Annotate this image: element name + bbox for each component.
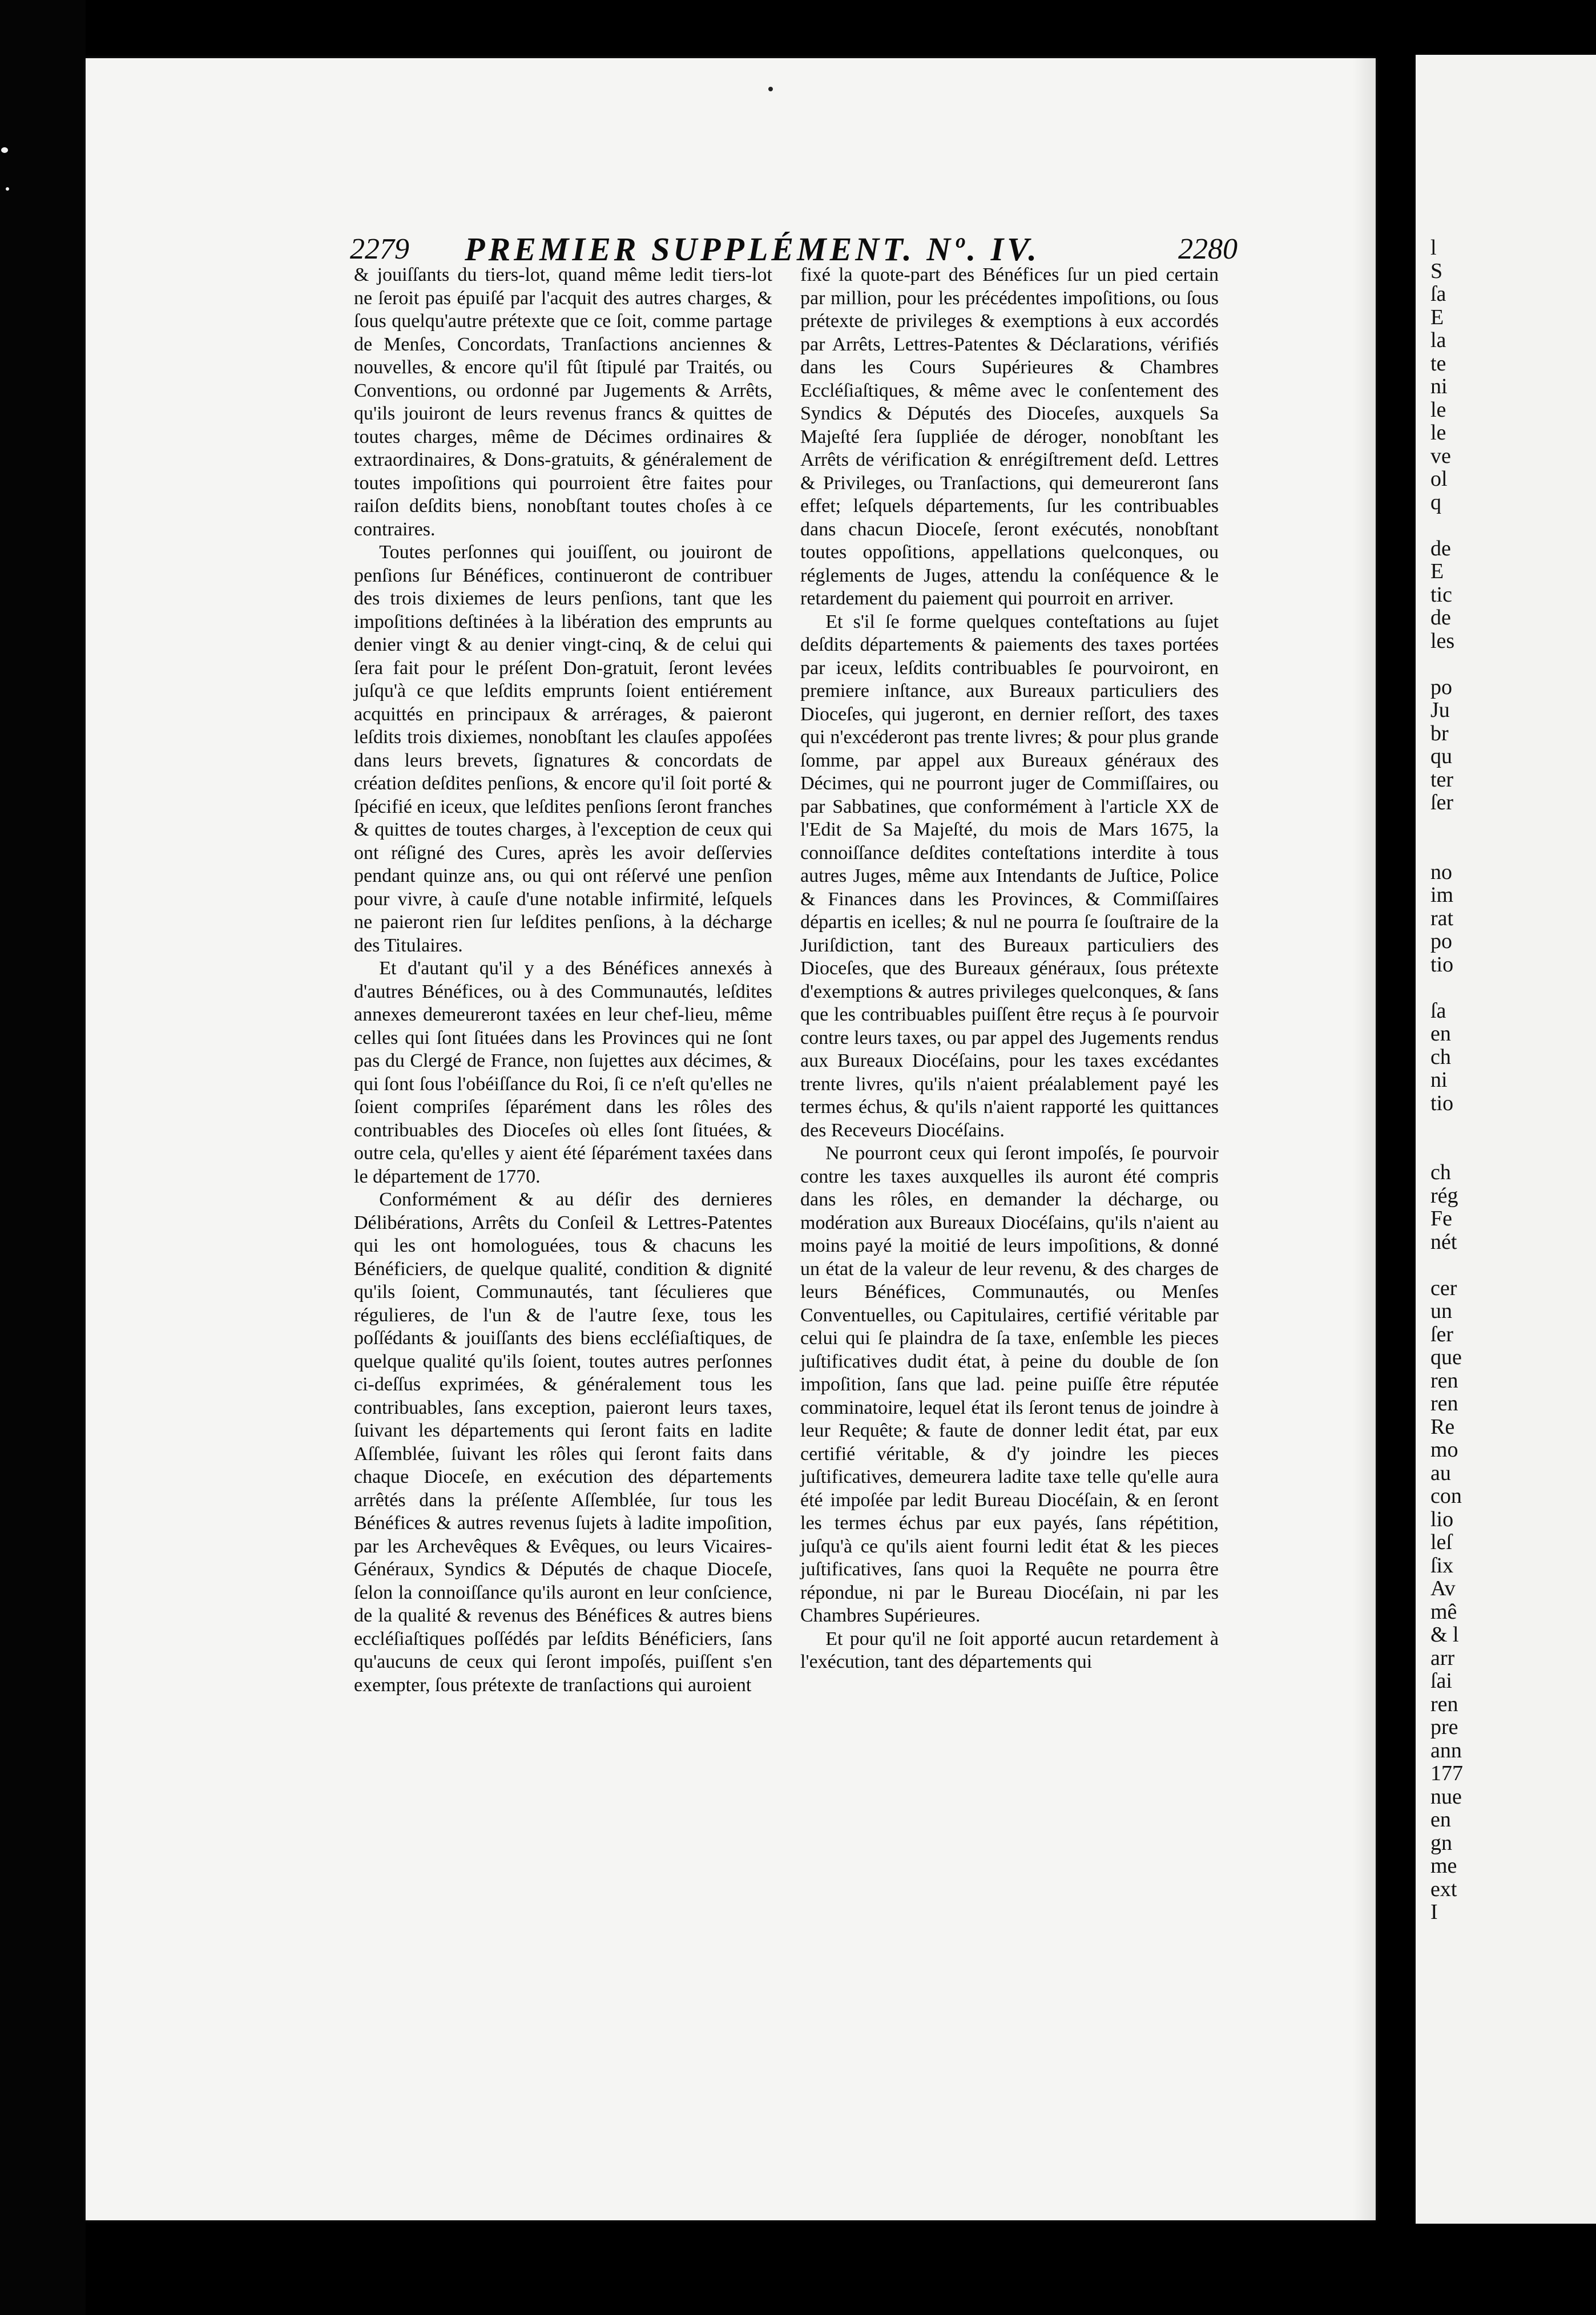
adjacent-page-line: leſ [1430, 1530, 1452, 1554]
adjacent-page-line [1430, 1115, 1596, 1138]
ink-mark [768, 87, 773, 91]
adjacent-page-line: ni [1430, 374, 1448, 398]
adjacent-page-line: q [1430, 490, 1441, 514]
adjacent-page-line: tio [1430, 1091, 1454, 1115]
adjacent-page-line: ſa [1430, 998, 1446, 1023]
adjacent-page-line: ſix [1430, 1553, 1454, 1578]
adjacent-page-line: la [1430, 328, 1446, 352]
adjacent-page-line: l [1430, 236, 1437, 260]
adjacent-page-line: arr [1430, 1645, 1455, 1670]
adjacent-page-line: ch [1430, 1044, 1451, 1069]
adjacent-page-line: rat [1430, 906, 1454, 930]
adjacent-page-line: que [1430, 1345, 1462, 1369]
adjacent-page-line: nét [1430, 1229, 1457, 1254]
adjacent-page-line: nue [1430, 1784, 1462, 1809]
adjacent-page-line: lio [1430, 1507, 1454, 1531]
paragraph: Ne pourront ceux qui ſeront impoſés, ſe pourvoir contre les taxes auxquelles ils auront été compris dans les rôles, en demander la décharge, ou modération aux Bureaux Diocéſains, qu'ils n'aient au moins payé la moitié de leurs impoſitions, & donné un état de la valeur de leur revenu, & des charges de leurs Bénéfices, Communautés, ou Menſes Conventuelles, ou Capitulaires, certifié véritable par celui qui ſe plaindra de ſa taxe, enſemble les pieces juſtificatives dudit état, à peine du double de ſon impoſition, ſans que lad. peine puiſſe être réputée comminatoire, lequel état ils ſeront tenus de joindre à leur Requête; & faute de donner ledit état, par eux certifié véritable, & d'y joindre les pieces juſtificatives, demeurera ladite taxe telle qu'elle aura été impoſée par ledit Bureau Diocéſain, & en ſeront les termes échus par eux payés, ſans répétition, juſqu'à ce qu'ils aient fourni ledit état & les pieces juſtificatives, ſans quoi la Requête ne pourra être répondue, ni par le Bureau Diocéſain, ni par les Chambres Supérieures. [800, 1143, 1219, 1626]
adjacent-page-line: ſa [1430, 282, 1446, 306]
adjacent-page-line: & l [1430, 1623, 1459, 1647]
adjacent-page-line: im [1430, 883, 1454, 907]
adjacent-page-line: ve [1430, 443, 1451, 468]
adjacent-page-line: en [1430, 1808, 1451, 1832]
adjacent-page-line: mê [1430, 1599, 1457, 1624]
adjacent-page-line: ſai [1430, 1669, 1452, 1693]
text-column-left [354, 264, 772, 1697]
adjacent-page-line: ren [1430, 1392, 1458, 1415]
paragraph: Conformément & au déſir des dernieres Délibérations, Arrêts du Conſeil & Lettres-Patentes qui les ont homologuées, tous & chacuns les Bénéficiers, de quelque qualité, condition & dignité qu'ils ſoient, Communautés, tant ſéculieres que régulieres, de l'un & de l'autre ſexe, tous les poſſédants & jouiſſants des biens eccléſiaſtiques, de quelque qualité qu'ils ſoient, toutes autres perſonnes ci-deſſus exprimées, & généralement tous les contribuables, ſans exception, paieront leurs taxes, ſuivant les départements qui ſeront faits en ladite Aſſemblée, ſuivant les rôles qui ſeront faits dans chaque Dioceſe, en exécution des départements arrêtés dans la préſente Aſſemblée, ſur tous les Bénéfices & autres revenus ſujets à ladite impoſition, par les Archevêques & Evêques, ou leurs Vicaires-Généraux, Syndics & Députés de chaque Dioceſe, ſelon la connoiſſance qu'ils auront en leur conſcience, de la qualité & revenus des Bénéfices & autres biens eccléſiaſtiques poſſédés par leſdits Bénéficiers, ſans qu'aucuns de ceux qui ſeront impoſés, puiſſent s'en exempter, ſous prétexte de tranſactions qui auroient [354, 1189, 772, 1696]
adjacent-page-line: E [1430, 305, 1444, 329]
paragraph: & jouiſſants du tiers-lot, quand même ledit tiers-lot ne ſeroit pas épuiſé par l'acquit des autres charges, & ſous quelqu'autre prétexte que ce ſoit, comme partage de Menſes, Concordats, Tranſactions anciennes & nouvelles, & encore qu'il fût ſtipulé par Traités, ou Conventions, ou ordonné par Jugements & Arrêts, qu'ils jouiront de leurs revenus francs & quittes de toutes charges, même de Décimes ordinaires & extraordinaires, & Dons-gratuits, & généralement de toutes impoſitions qui pourroient être faites pour raiſon deſdits biens, nonobſtant toutes choſes à ce contraires. [354, 264, 772, 540]
adjacent-page-line: le [1430, 421, 1446, 445]
adjacent-page-line: con [1430, 1484, 1462, 1508]
adjacent-page-text [1430, 236, 1596, 1924]
paragraph: Toutes perſonnes qui jouiſſent, ou jouiront de penſions ſur Bénéfices, continueront de contribuer des trois dixiemes de leurs penſions, tant que les impoſitions deſtinées à la libération des emprunts au denier vingt & au denier vingt-cinq, & de celui qui ſera fait pour le préſent Don-gratuit, ſeront levées juſqu'à ce que leſdits emprunts ſoient entiérement acquittés en principaux & arrérages, & paieront leſdits trois dixiemes, nonobſtant les clauſes appoſées dans leurs brevets, ſignatures & concordats de création deſdites penſions, & encore qu'il ſoit porté & ſpécifié en iceux, que leſdites penſions ſeront franches & quittes de toutes charges, à l'exception de ceux qui ont réſigné des Cures, après les avoir deſſervies pendant quinze ans, ou qui ont réſervé une penſion pour vivre, à cauſe d'une notable infirmité, leſquels ne paieront rien ſur leſdites penſions, à la décharge des Titulaires. [354, 542, 772, 956]
adjacent-page-line: ann [1430, 1738, 1462, 1763]
adjacent-page-line: les [1430, 628, 1455, 653]
adjacent-page-line: ren [1430, 1692, 1458, 1716]
adjacent-page-line [1430, 814, 1596, 838]
adjacent-page-line: br [1430, 721, 1449, 745]
adjacent-page-line: ch [1430, 1160, 1451, 1184]
scan-speck [1, 147, 8, 153]
adjacent-page-line [1430, 976, 1596, 999]
adjacent-page-line: I [1430, 1900, 1438, 1924]
adjacent-page-line: rég [1430, 1183, 1458, 1208]
scan-speck [6, 187, 9, 191]
adjacent-page-fragment [1416, 55, 1596, 2224]
scan-background-left [0, 0, 86, 2315]
adjacent-page-line [1430, 514, 1596, 537]
adjacent-page-line: 177 [1430, 1761, 1463, 1785]
adjacent-page-line [1430, 837, 1596, 861]
adjacent-page-line: tic [1430, 582, 1452, 607]
adjacent-page-line: S [1430, 259, 1443, 283]
adjacent-page-line: gn [1430, 1830, 1452, 1855]
paragraph: Et pour qu'il ne ſoit apporté aucun retardement à l'exécution, tant des départements qui [800, 1628, 1219, 1672]
adjacent-page-line: ſer [1430, 791, 1454, 814]
adjacent-page-line [1430, 652, 1596, 676]
adjacent-page-line [1430, 1253, 1596, 1277]
paragraph: Et d'autant qu'il y a des Bénéfices annexés à d'autres Bénéfices, ou à des Communautés, leſdites annexes demeureront taxées en leur chef-lieu, même celles qui ſont ſituées dans les Provinces qui ne ſont pas du Clergé de France, non ſujettes aux décimes, & qui ſont ſous l'obéiſſance du Roi, ſi ce n'eſt qu'elles ne ſoient compriſes ſéparément dans les rôles des contribuables des Dioceſes où elles ſont ſituées, & outre cela, qu'elles y aient été ſéparément taxées dans le département de 1770. [354, 958, 772, 1187]
adjacent-page-line: no [1430, 860, 1452, 884]
adjacent-page-line: ren [1430, 1368, 1458, 1393]
adjacent-page-line: ni [1430, 1068, 1448, 1092]
paragraph: Et s'il ſe forme quelques conteſtations au ſujet deſdits départements & paiements des taxes portées par iceux, leſdits contribuables ſe pourvoiront, en premiere inſtance, aux Bureaux particuliers des Dioceſes, qui jugeront, en dernier reſſort, des taxes qui n'excéderont pas trente livres; & pour plus grande ſomme, par appel aux Bureaux généraux des Décimes, qui ne pourront juger de Commiſſaires, ou par Sabbatines, que conformément à l'article XX de l'Edit de Sa Majeſté, du mois de Mars 1675, la connoiſſance deſdites conteſtations interdite à tous autres Juges, même aux Intendants de Juſtice, Police & Finances dans les Provinces, & Commiſſaires départis en icelles; & nul ne pourra ſe ſouſtraire de la Juriſdiction, tant des Bureaux particuliers des Dioceſes, que des Bureaux généraux, ſous prétexte d'exemptions & autres privileges quelconques, & ſans que les contribuables puiſſent être reçus à ſe pourvoir contre leurs taxes, ou par appel des Jugements rendus aux Bureaux Diocéſains, pour les taxes excédantes trente livres, qu'ils n'aient préalablement payé les termes échus, & qu'ils n'aient rapporté les quittances des Receveurs Diocéſains. [800, 611, 1219, 1141]
adjacent-page-line: te [1430, 351, 1446, 376]
adjacent-page-line: mo [1430, 1438, 1458, 1462]
adjacent-page-line: ſer [1430, 1322, 1454, 1346]
text-column-right [800, 264, 1219, 1674]
adjacent-page-line: po [1430, 929, 1452, 953]
adjacent-page-line: Ju [1430, 698, 1450, 722]
adjacent-page-line: Re [1430, 1414, 1455, 1439]
adjacent-page-line: E [1430, 559, 1444, 583]
adjacent-page-line: pre [1430, 1715, 1458, 1739]
adjacent-page-line: au [1430, 1461, 1451, 1485]
adjacent-page-line: ol [1430, 467, 1448, 491]
adjacent-page-line: un [1430, 1299, 1452, 1323]
adjacent-page-line: po [1430, 675, 1452, 699]
paragraph: fixé la quote-part des Bénéfices ſur un pied certain par million, pour les précédentes impoſitions, ou ſous prétexte de privileges & exemptions à eux accordés par Arrêts, Lettres-Patentes & Déclarations, vérifiés dans les Cours Supérieures & Chambres Eccléſiaſtiques, & même avec le conſentement des Syndics & Députés des Dioceſes, auxquels Sa Majeſté ſera ſuppliée de déroger, nonobſtant les Arrêts de vérification & enrégiſtrement deſd. Lettres & Privileges, ou Tranſactions, qui demeureront ſans effet; leſquels départements, ſur les contribuables dans chacun Dioceſe, ſeront exécutés, nonobſtant toutes oppoſitions, appellations quelconques, ou réglements de Juges, attendu la conſéquence & le retardement du paiement qui pourroit en arriver. [800, 264, 1219, 609]
adjacent-page-line: cer [1430, 1276, 1457, 1300]
page-edge-shade [1353, 58, 1376, 2220]
adjacent-page-line: de [1430, 606, 1451, 630]
page-number-right: 2280 [1178, 233, 1238, 265]
adjacent-page-line: tio [1430, 952, 1454, 977]
adjacent-page-line [1430, 1138, 1596, 1161]
page-number-left: 2279 [350, 233, 409, 265]
adjacent-page-line: le [1430, 397, 1446, 422]
adjacent-page-line: en [1430, 1022, 1451, 1046]
adjacent-page-line: Fe [1430, 1207, 1452, 1231]
adjacent-page-line: me [1430, 1854, 1457, 1878]
adjacent-page-line: ext [1430, 1877, 1457, 1901]
running-title: PREMIER SUPPLÉMENT. Nº. IV. [465, 231, 1040, 268]
adjacent-page-line: de [1430, 536, 1451, 560]
adjacent-page-line: ter [1430, 767, 1454, 792]
adjacent-page-line: Av [1430, 1576, 1456, 1600]
adjacent-page-line: qu [1430, 744, 1452, 768]
